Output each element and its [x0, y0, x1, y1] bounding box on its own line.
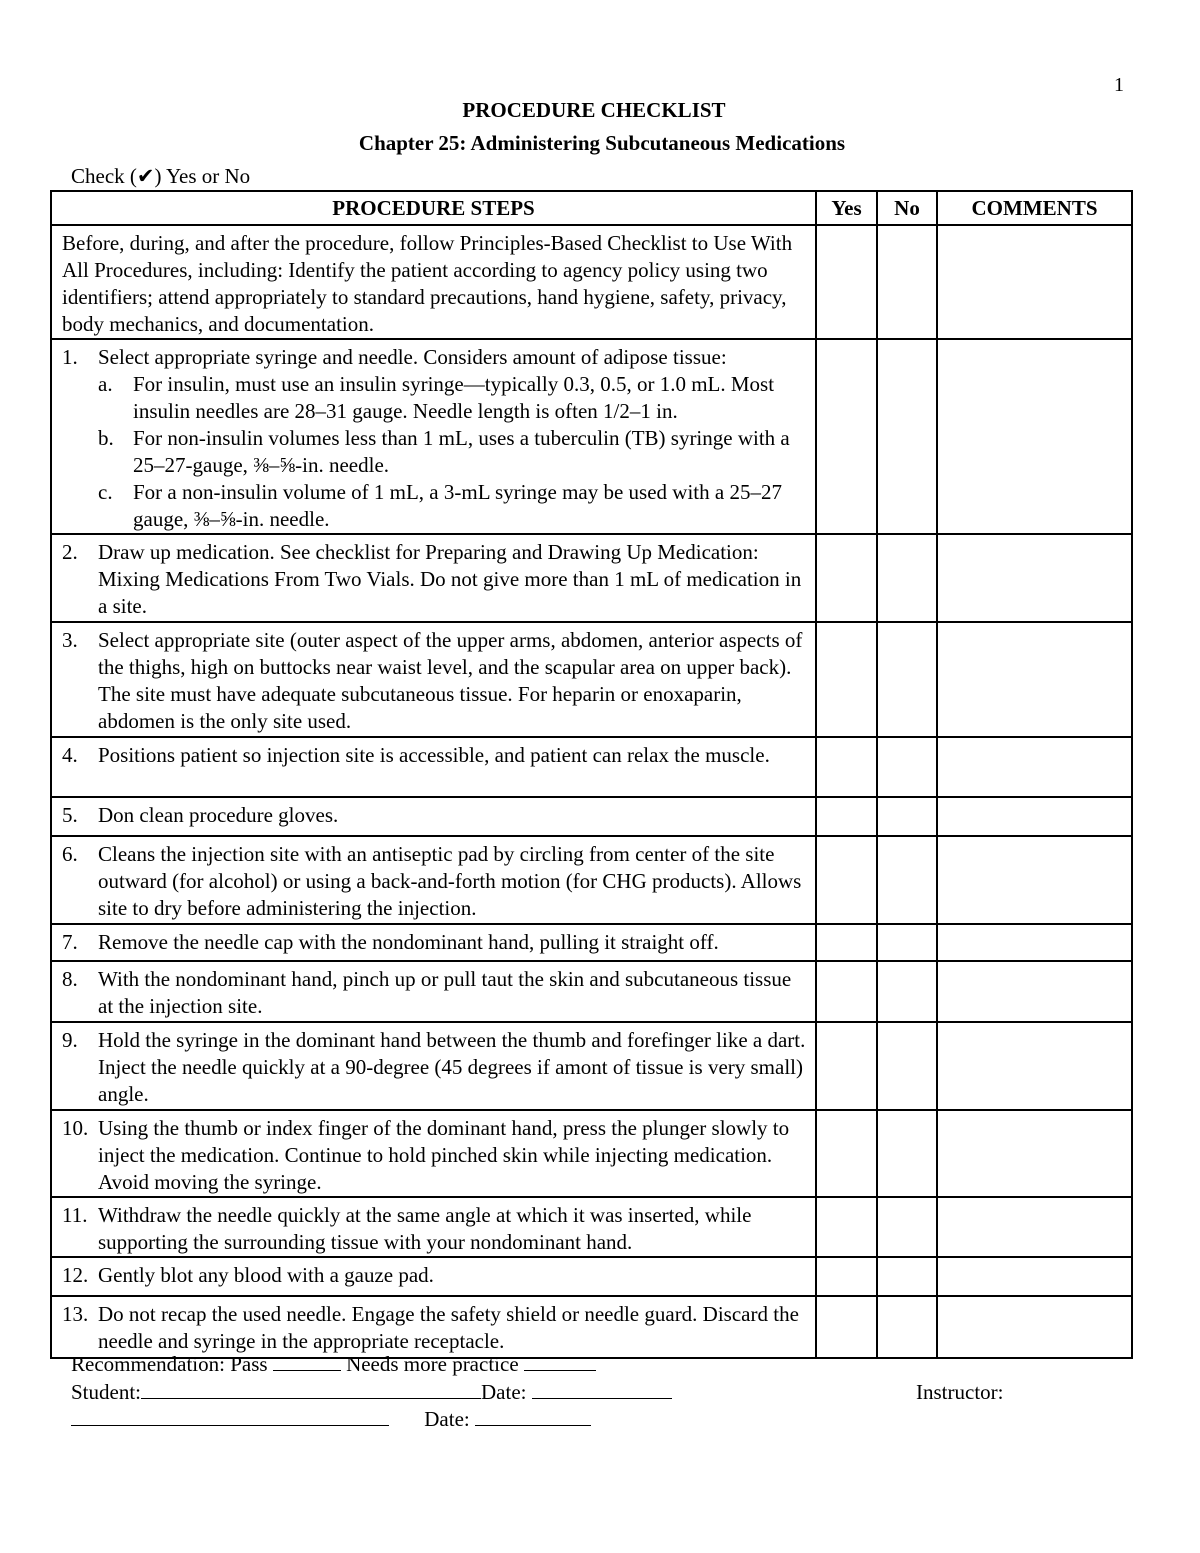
yes-check-cell[interactable] [816, 1257, 877, 1296]
step-number: 13. [62, 1302, 89, 1326]
instructor-date-label: Date: [424, 1407, 470, 1431]
sub-step-text: For non-insulin volumes less than 1 mL, uses a tuberculin (TB) syringe with a 25–27-gauge, ⅜–⅝-in. needle. [133, 426, 790, 477]
step-number: 4. [62, 743, 78, 767]
no-check-cell[interactable] [877, 836, 937, 924]
step-text: Hold the syringe in the dominant hand between the thumb and forefinger like a dart. Inject the needle quickly at a 90-degree (45 degrees if amont of tissue is very small) angle. [98, 1028, 806, 1106]
yes-check-cell[interactable] [816, 1296, 877, 1358]
step-line [62, 1115, 807, 1196]
table-row [51, 737, 1132, 797]
yes-check-cell[interactable] [816, 737, 877, 797]
sub-step-letter: b. [98, 426, 114, 450]
procedure-step-cell [51, 622, 816, 737]
step-number: 1. [62, 345, 78, 369]
step-line [62, 742, 807, 769]
no-check-cell[interactable] [877, 1110, 937, 1197]
procedure-step-cell [51, 737, 816, 797]
step-number: 7. [62, 930, 78, 954]
table-row [51, 339, 1132, 534]
comments-cell[interactable] [937, 1110, 1132, 1197]
header-procedure-steps: PROCEDURE STEPS [51, 191, 816, 225]
comments-cell[interactable] [937, 924, 1132, 961]
yes-check-cell[interactable] [816, 1197, 877, 1257]
step-text: Withdraw the needle quickly at the same angle at which it was inserted, while supporting the surrounding tissue with your nondominant hand. [98, 1203, 752, 1254]
pass-blank[interactable] [273, 1352, 341, 1371]
procedure-step-cell [51, 1197, 816, 1257]
step-text: Select appropriate site (outer aspect of the upper arms, abdomen, anterior aspects of the thighs, high on buttocks near waist level, and the scapular area on upper back). The site must have adequate subcutaneous tissue. For heparin or enoxaparin, abdomen is the only site used. [98, 628, 803, 733]
recommendation-label: Recommendation: Pass [71, 1352, 268, 1376]
table-row [51, 961, 1132, 1022]
step-line [62, 802, 807, 829]
step-line [62, 929, 807, 956]
procedure-step-cell [51, 339, 816, 534]
instructor-line [71, 1407, 591, 1432]
sub-step-text: For a non-insulin volume of 1 mL, a 3-mL syringe may be used with a 25–27 gauge, ⅜–⅝-in. needle. [133, 480, 782, 531]
page-number: 1 [1114, 74, 1124, 96]
step-line [62, 841, 807, 922]
step-line [62, 1262, 807, 1289]
needs-practice-label: Needs more practice [346, 1352, 519, 1376]
table-row [51, 924, 1132, 961]
document-subtitle: Chapter 25: Administering Subcutaneous Medications [358, 131, 846, 155]
comments-cell[interactable] [937, 225, 1132, 339]
step-number: 11. [62, 1203, 88, 1227]
step-line [62, 1301, 807, 1355]
comments-cell[interactable] [937, 797, 1132, 836]
step-text: Using the thumb or index finger of the dominant hand, press the plunger slowly to inject the medication. Continue to hold pinched skin while injecting medication. Avoid moving the syringe. [98, 1116, 790, 1194]
step-line [62, 627, 807, 735]
step-number: 2. [62, 540, 78, 564]
table-row [51, 622, 1132, 737]
step-line [62, 966, 807, 1020]
instructor-date-blank[interactable] [475, 1407, 591, 1426]
no-check-cell[interactable] [877, 797, 937, 836]
header-yes: Yes [816, 191, 877, 225]
no-check-cell[interactable] [877, 1257, 937, 1296]
table-row [51, 1197, 1132, 1257]
step-number: 5. [62, 803, 78, 827]
table-row [51, 534, 1132, 622]
step-text: Do not recap the used needle. Engage the safety shield or needle guard. Discard the needle and syringe in the appropriate receptacle. [98, 1302, 799, 1353]
yes-check-cell[interactable] [816, 225, 877, 339]
student-line [71, 1380, 672, 1405]
step-text: Positions patient so injection site is accessible, and patient can relax the muscle. [98, 743, 770, 767]
sub-step-text: For insulin, must use an insulin syringe—typically 0.3, 0.5, or 1.0 mL. Most insulin needles are 28–31 gauge. Needle length is often 1/2–1 in. [133, 372, 775, 423]
procedure-step-cell [51, 924, 816, 961]
instructor-signature-blank[interactable] [71, 1407, 389, 1426]
step-number: 8. [62, 967, 78, 991]
step-text: Remove the needle cap with the nondominant hand, pulling it straight off. [98, 930, 719, 954]
comments-cell[interactable] [937, 737, 1132, 797]
yes-check-cell[interactable] [816, 622, 877, 737]
step-line [62, 1202, 807, 1256]
sub-step-letter: c. [98, 480, 113, 504]
intro-step-cell [51, 225, 816, 339]
no-check-cell[interactable] [877, 1022, 937, 1110]
check-instruction: Check (✔) Yes or No [71, 164, 251, 188]
yes-check-cell[interactable] [816, 339, 877, 534]
student-label: Student: [71, 1380, 142, 1404]
step-text: Gently blot any blood with a gauze pad. [98, 1263, 434, 1287]
table-row [51, 797, 1132, 836]
comments-cell[interactable] [937, 534, 1132, 622]
sub-step [98, 425, 807, 479]
procedure-step-cell [51, 1110, 816, 1197]
yes-check-cell[interactable] [816, 924, 877, 961]
comments-cell[interactable] [937, 1296, 1132, 1358]
step-text: With the nondominant hand, pinch up or pull taut the skin and subcutaneous tissue at the injection site. [98, 967, 792, 1018]
instructor-label: Instructor: [916, 1380, 1004, 1404]
yes-check-cell[interactable] [816, 961, 877, 1022]
table-header-row [51, 191, 1132, 225]
comments-cell[interactable] [937, 622, 1132, 737]
student-date-blank[interactable] [532, 1380, 672, 1399]
header-comments: COMMENTS [937, 191, 1132, 225]
comments-cell[interactable] [937, 1197, 1132, 1257]
step-text: Draw up medication. See checklist for Preparing and Drawing Up Medication: Mixing Medications From Two Vials. Do not give more than 1 mL of medication in a site. [98, 540, 802, 618]
comments-cell[interactable] [937, 1257, 1132, 1296]
no-check-cell[interactable] [877, 534, 937, 622]
document-title: PROCEDURE CHECKLIST [462, 98, 726, 122]
procedure-step-cell [51, 797, 816, 836]
no-check-cell[interactable] [877, 924, 937, 961]
no-check-cell[interactable] [877, 622, 937, 737]
step-number: 10. [62, 1116, 89, 1140]
header-no: No [877, 191, 937, 225]
procedure-step-cell [51, 1296, 816, 1358]
comments-cell[interactable] [937, 1022, 1132, 1110]
sub-step [98, 371, 807, 425]
table-row [51, 1022, 1132, 1110]
procedure-step-cell [51, 1257, 816, 1296]
no-check-cell[interactable] [877, 961, 937, 1022]
no-check-cell[interactable] [877, 1296, 937, 1358]
procedure-checklist-table [50, 190, 1133, 1359]
procedure-step-cell [51, 534, 816, 622]
procedure-step-cell [51, 1022, 816, 1110]
table-row [51, 1296, 1132, 1358]
student-date-label: Date: [481, 1380, 527, 1404]
step-number: 9. [62, 1028, 78, 1052]
yes-check-cell[interactable] [816, 534, 877, 622]
table-row [51, 836, 1132, 924]
sub-step [98, 479, 807, 533]
comments-cell[interactable] [937, 836, 1132, 924]
procedure-step-cell [51, 836, 816, 924]
yes-check-cell[interactable] [816, 836, 877, 924]
sub-step-letter: a. [98, 372, 113, 396]
step-text: Cleans the injection site with an antiseptic pad by circling from center of the site outward (for alcohol) or using a back-and-forth motion (for CHG products). Allows site to dry before administering the injection. [98, 842, 802, 920]
no-check-cell[interactable] [877, 225, 937, 339]
yes-check-cell[interactable] [816, 1022, 877, 1110]
step-number: 6. [62, 842, 78, 866]
step-number: 12. [62, 1263, 89, 1287]
no-check-cell[interactable] [877, 737, 937, 797]
needs-practice-blank[interactable] [524, 1352, 596, 1371]
recommendation-line [71, 1352, 596, 1377]
comments-cell[interactable] [937, 961, 1132, 1022]
procedure-step-cell [51, 961, 816, 1022]
step-line [62, 1027, 807, 1108]
step-line [62, 539, 807, 620]
no-check-cell[interactable] [877, 1197, 937, 1257]
step-text: Don clean procedure gloves. [98, 803, 339, 827]
student-signature-blank[interactable] [141, 1380, 481, 1399]
yes-check-cell[interactable] [816, 1110, 877, 1197]
step-line [62, 344, 807, 371]
comments-cell[interactable] [937, 339, 1132, 534]
step-number: 3. [62, 628, 78, 652]
table-row [51, 1110, 1132, 1197]
step-text: Select appropriate syringe and needle. Considers amount of adipose tissue: [98, 345, 727, 369]
no-check-cell[interactable] [877, 339, 937, 534]
table-row [51, 1257, 1132, 1296]
table-row-intro [51, 225, 1132, 339]
intro-text: Before, during, and after the procedure, follow Principles-Based Checklist to Use With All Procedures, including: Identify the patient according to agency policy using two identifiers; attend appropriately to standard precautions, hand hygiene, safety, privacy, body mechanics, and documentation. [62, 231, 793, 336]
yes-check-cell[interactable] [816, 797, 877, 836]
